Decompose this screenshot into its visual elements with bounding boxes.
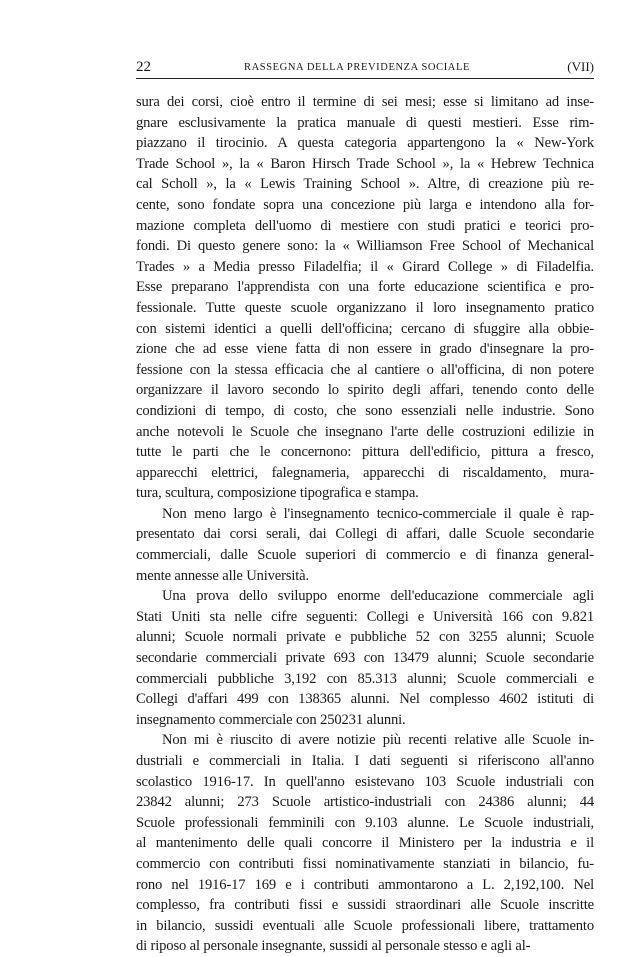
running-header (136, 58, 594, 79)
text-line: Stati Uniti sta nelle cifre seguenti: Collegi e Università 166 con 9.821 (136, 608, 594, 625)
text-line: mente annesse alle Università. (136, 567, 309, 584)
text-line: Esse preparano l'apprendista con una forte educazione scientifica e pro- (136, 279, 594, 296)
text-line: fessionale. Tutte queste scuole organizzano il loro insegnamento pratico (136, 299, 594, 316)
text-line: sura dei corsi, cioè entro il termine di sei mesi; esse si limitano ad inse- (136, 94, 594, 110)
text-line: fessione con la stessa efficacia che al cantiere o all'officina, di non potere (136, 361, 594, 378)
text-line: Non meno largo è l'insegnamento tecnico-commerciale il quale è rap- (162, 505, 594, 522)
text-line: complesso, fra contributi fissi e sussidi straordinari alle Scuole inscritte (136, 897, 594, 914)
text-line: alunni; Scuole normali private e pubbliche 52 con 3255 alunni; Scuole (136, 629, 594, 646)
text-line: anche notevoli le Scuole che insegnano l'arte delle costruzioni edilizie in (136, 423, 594, 440)
text-line: commercio con contributi fissi nominativamente stanziati in bilancio, fu- (136, 855, 594, 872)
text-line: apparecchi elettrici, falegnameria, apparecchi di riscaldamento, mura- (136, 464, 594, 481)
text-line: piazzano il tirocinio. A questa categoria appartengono la « New-York (136, 135, 594, 152)
text-line: Collegi d'affari 499 con 138365 alunni. Nel complesso 4602 istituti di (136, 691, 594, 708)
paragraph (136, 92, 594, 504)
text-line: secondarie commerciali private 693 con 13479 alunni; Scuole secondarie (136, 650, 594, 667)
page-number: 22 (136, 59, 151, 75)
text-line: cente, sono fondate sopra una concezione più larga e intendono alla for- (136, 196, 594, 213)
text-line: presentato dai corsi serali, dai Collegi di affari, dalle Scuole secondarie (136, 526, 594, 543)
text-line: commerciali pubbliche 3,192 con 85.313 alunni; Scuole commerciali e (136, 670, 594, 687)
text-line: gnare esclusivamente la pratica manuale di questi mestieri. Esse rim- (136, 114, 594, 131)
text-line: al mantenimento delle quali concorre il Ministero per la industria e il (136, 835, 594, 852)
text-line: commerciali, dalle Scuole superiori di commercio e di finanza general- (136, 547, 594, 564)
body-text (136, 92, 594, 957)
text-line: cal Scholl », la « Lewis Training School ». Altre, di creazione più re- (136, 176, 594, 193)
text-line: condizioni di tempo, di costo, che sono essenziali nelle industrie. Sono (136, 402, 594, 419)
paragraph (136, 504, 594, 586)
text-line: di riposo al personale insegnante, sussidi al personale stesso e agli al- (136, 938, 531, 955)
text-line: Non mi è riuscito di avere notizie più recenti relative alle Scuole in- (162, 732, 594, 749)
running-title: RASSEGNA DELLA PREVIDENZA SOCIALE (244, 62, 471, 73)
text-line: Una prova dello sviluppo enorme dell'educazione commerciale agli (162, 588, 594, 605)
text-line: zione che ad esse viene fatta di non essere in grado d'insegnare la pro- (136, 341, 594, 358)
section-mark: (VII) (567, 59, 594, 74)
text-line: rono nel 1916-17 169 e i contributi ammontarono a L. 2,192,100. Nel (136, 876, 594, 893)
text-line: tutte le parti che le concernono: pittura dell'edificio, pittura a fresco, (136, 444, 594, 461)
text-line: 23842 alunni; 273 Scuole artistico-industriali con 24386 alunni; 44 (136, 794, 594, 811)
text-line: fondi. Di questo genere sono: la « Williamson Free School of Mechanical (136, 238, 594, 255)
text-line: Trade School », la « Baron Hirsch Trade School », la « Hebrew Technica (136, 155, 594, 172)
text-line: in bilancio, sussidi eventuali alle Scuole professionali libere, trattamento (136, 917, 594, 934)
text-line: con sistemi identici a quelli dell'officina; cercano di sfuggire alla obbie- (136, 320, 594, 337)
text-line: Trades » a Media presso Filadelfia; il « Girard College » di Filadelfia. (136, 258, 594, 275)
text-line: scolastico 1916-17. In quell'anno esistevano 103 Scuole industriali con (136, 773, 594, 790)
text-line: tura, scultura, composizione tipografica e stampa. (136, 485, 419, 502)
paragraph (136, 586, 594, 730)
text-line: dustriali e commerciali in Italia. I dati seguenti si riferiscono all'anno (136, 753, 594, 769)
paragraph (136, 730, 594, 957)
text-line: insegnamento commerciale con 250231 alunni. (136, 711, 406, 728)
text-line: mazione completa dell'uomo di mestiere con studi pratici e teorici pro- (136, 217, 594, 234)
text-line: organizzare il lavoro secondo lo spirito degli affari, tenendo conto delle (136, 382, 594, 399)
text-line: Scuole professionali femminili con 9.103 alunne. Le Scuole industriali, (136, 814, 594, 831)
